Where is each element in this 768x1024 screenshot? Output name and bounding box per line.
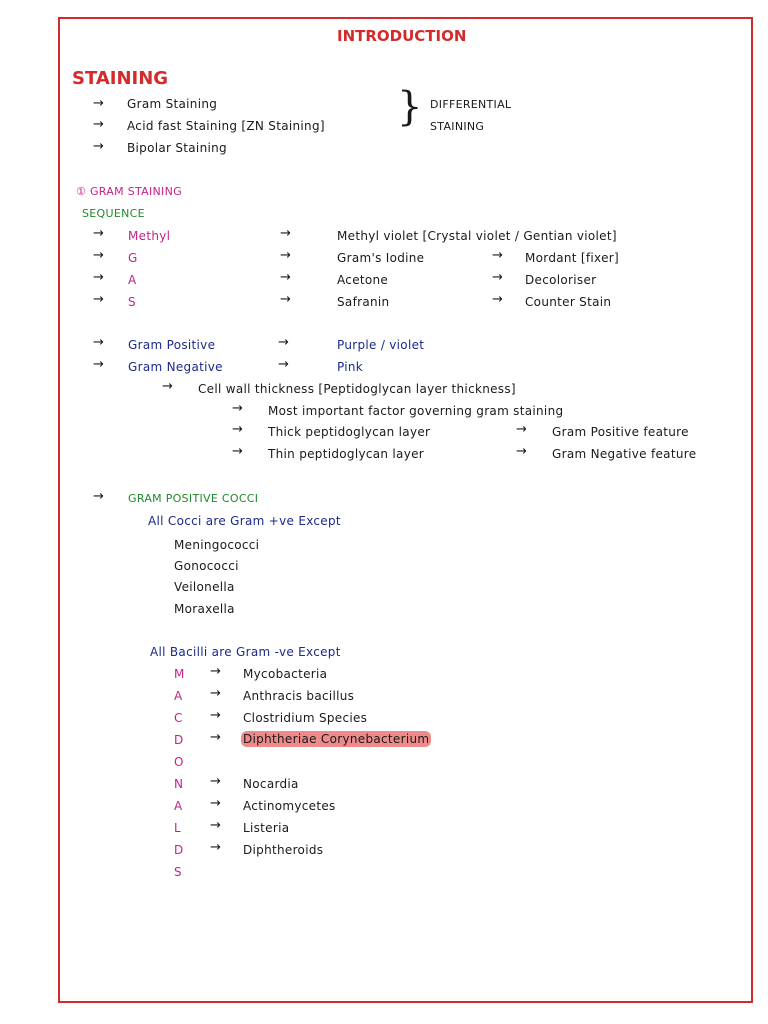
arrow: → xyxy=(280,292,291,307)
bacillus-name: Clostridium Species xyxy=(243,711,368,725)
bacillus-name: Nocardia xyxy=(243,777,299,791)
arrow: → xyxy=(93,139,104,154)
arrow: → xyxy=(232,422,243,437)
arrow: → xyxy=(210,730,221,745)
arrow: → xyxy=(492,292,503,307)
sequence-reagent: Acetone xyxy=(337,273,389,287)
mnemonic-letter: A xyxy=(174,689,183,703)
sequence-letter: A xyxy=(128,273,137,287)
mnemonic-letter: D xyxy=(174,733,184,747)
page-title: INTRODUCTION xyxy=(337,27,467,45)
sequence-role: Counter Stain xyxy=(525,295,612,309)
sequence-reagent: Gram's Iodine xyxy=(337,251,425,265)
differential-label: DIFFERENTIAL xyxy=(430,98,512,111)
mnemonic-letter: M xyxy=(174,667,185,681)
arrow: → xyxy=(280,248,291,263)
mnemonic-letter: L xyxy=(174,821,181,835)
arrow: → xyxy=(93,489,104,504)
result-label: Gram Negative xyxy=(128,360,223,374)
bacillus-name: Listeria xyxy=(243,821,290,835)
arrow: → xyxy=(280,270,291,285)
arrow: → xyxy=(516,422,527,437)
arrow: → xyxy=(492,248,503,263)
mnemonic-letter: A xyxy=(174,799,183,813)
result-color: Pink xyxy=(337,360,364,374)
bacilli-rule: All Bacilli are Gram -ve Except xyxy=(150,645,341,659)
result-label: Gram Positive xyxy=(128,338,216,352)
arrow: → xyxy=(93,226,104,241)
mnemonic-letter: S xyxy=(174,865,182,879)
brace: } xyxy=(397,84,423,130)
page-border xyxy=(58,17,753,1003)
thin-layer: Thin peptidoglycan layer xyxy=(268,447,425,461)
arrow: → xyxy=(278,357,289,372)
arrow: → xyxy=(232,401,243,416)
sequence-label: SEQUENCE xyxy=(82,207,145,220)
bacillus-name: Anthracis bacillus xyxy=(243,689,355,703)
staining-type: Acid fast Staining [ZN Staining] xyxy=(127,119,325,133)
arrow: → xyxy=(492,270,503,285)
thick-layer: Thick peptidoglycan layer xyxy=(268,425,431,439)
arrow: → xyxy=(210,818,221,833)
cocci-exception: Gonococci xyxy=(174,559,239,573)
result-color: Purple / violet xyxy=(337,338,425,352)
arrow: → xyxy=(210,840,221,855)
bacillus-name: Actinomycetes xyxy=(243,799,336,813)
sequence-role: Decoloriser xyxy=(525,273,597,287)
arrow: → xyxy=(278,335,289,350)
sequence-reagent: Methyl violet [Crystal violet / Gentian violet] xyxy=(337,229,617,243)
arrow: → xyxy=(210,796,221,811)
differential-label: STAINING xyxy=(430,120,485,133)
staining-type: Bipolar Staining xyxy=(127,141,227,155)
sequence-letter: S xyxy=(128,295,136,309)
arrow: → xyxy=(93,335,104,350)
sequence-letter: G xyxy=(128,251,138,265)
mnemonic-letter: N xyxy=(174,777,184,791)
arrow: → xyxy=(93,96,104,111)
bacillus-name: Diphtheroids xyxy=(243,843,324,857)
mnemonic-letter: C xyxy=(174,711,183,725)
staining-heading: STAINING xyxy=(72,68,169,89)
cocci-exception: Moraxella xyxy=(174,602,235,616)
bacillus-name: Mycobacteria xyxy=(243,667,328,681)
arrow: → xyxy=(93,270,104,285)
staining-type: Gram Staining xyxy=(127,97,218,111)
factor-note: Most important factor governing gram staining xyxy=(268,404,564,418)
arrow: → xyxy=(210,664,221,679)
sequence-reagent: Safranin xyxy=(337,295,390,309)
thin-result: Gram Negative feature xyxy=(552,447,697,461)
arrow: → xyxy=(210,774,221,789)
arrow: → xyxy=(232,444,243,459)
arrow: → xyxy=(516,444,527,459)
arrow: → xyxy=(93,117,104,132)
arrow: → xyxy=(93,357,104,372)
cocci-exception: Meningococci xyxy=(174,538,260,552)
arrow: → xyxy=(210,686,221,701)
thick-result: Gram Positive feature xyxy=(552,425,689,439)
arrow: → xyxy=(162,379,173,394)
gram-staining-heading: ① GRAM STAINING xyxy=(76,185,182,198)
mnemonic-letter: O xyxy=(174,755,184,769)
cell-wall-note: Cell wall thickness [Peptidoglycan layer thickness] xyxy=(198,382,516,396)
sequence-role: Mordant [fixer] xyxy=(525,251,619,265)
arrow: → xyxy=(93,248,104,263)
mnemonic-letter: D xyxy=(174,843,184,857)
cocci-exception: Veilonella xyxy=(174,580,235,594)
cocci-heading: GRAM POSITIVE COCCI xyxy=(128,492,259,505)
cocci-rule: All Cocci are Gram +ve Except xyxy=(148,514,341,528)
highlighted-bacillus-name: Diphtheriae Corynebacterium xyxy=(243,732,430,746)
arrow: → xyxy=(93,292,104,307)
arrow: → xyxy=(210,708,221,723)
sequence-letter: Methyl xyxy=(128,229,171,243)
arrow: → xyxy=(280,226,291,241)
